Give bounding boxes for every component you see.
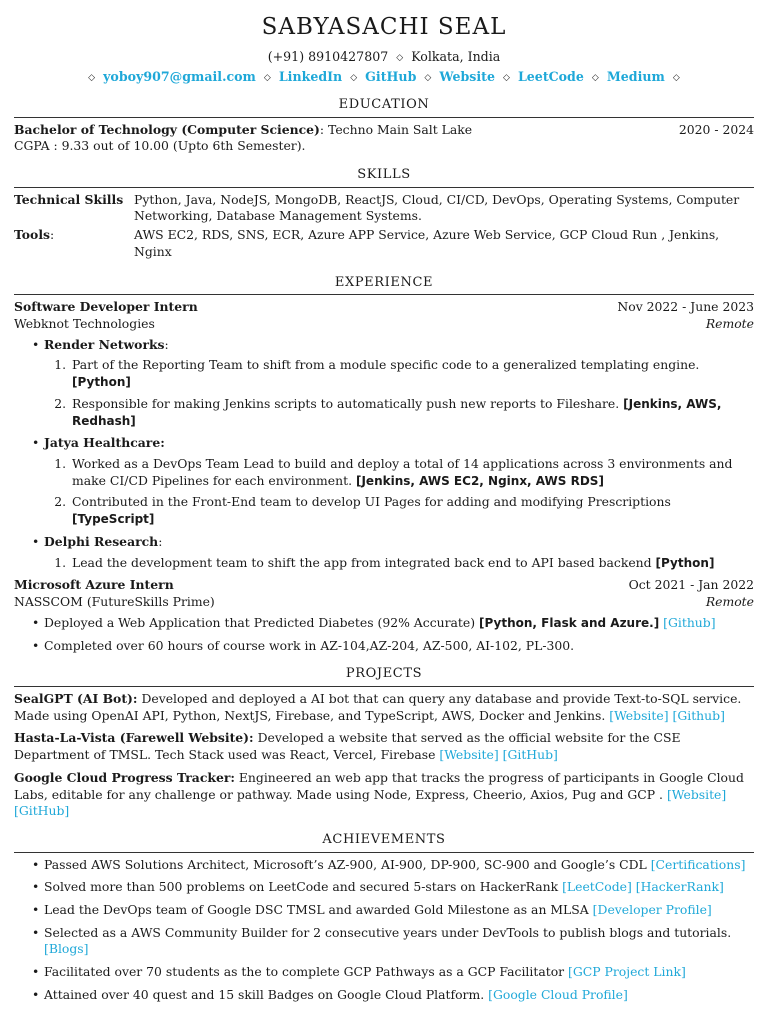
list-item xyxy=(32,857,754,874)
achievements-section xyxy=(14,831,754,1004)
skills-section xyxy=(14,166,754,262)
list-item xyxy=(32,638,754,655)
leetcode-link[interactable]: LeetCode xyxy=(517,69,584,85)
tech-tag: [Python] xyxy=(655,555,715,570)
bullet-text: Completed over 60 hours of course work in AZ-104,AZ-204, AZ-500, AI-102, PL-300. xyxy=(44,637,575,653)
diamond-separator-icon: ◇ xyxy=(424,73,432,84)
list-item xyxy=(32,902,754,919)
job-header xyxy=(14,299,754,316)
achievement-text: Passed AWS Solutions Architect, Microsoft’s AZ-900, AI-900, DP-900, SC-900 and Google’s CDL xyxy=(44,856,647,872)
task-text: Responsible for making Jenkins scripts to automatically push new reports to Fileshare. xyxy=(72,395,620,411)
section-title: PROJECTS xyxy=(14,665,754,687)
resume-header xyxy=(14,12,754,85)
list-item xyxy=(32,879,754,896)
diamond-separator-icon: ◇ xyxy=(88,73,96,84)
skills-table xyxy=(14,192,754,263)
contact-line xyxy=(14,48,754,65)
job-header xyxy=(14,577,754,594)
project-website-link[interactable]: [Website] xyxy=(439,747,499,763)
project-website-link[interactable]: [Website] xyxy=(666,786,727,802)
achievement-list xyxy=(14,857,754,1004)
achievement-text: Solved more than 500 problems on LeetCode and secured 5-stars on HackerRank xyxy=(44,879,559,895)
list-item xyxy=(32,964,754,981)
project-github-link[interactable]: [Github] xyxy=(672,707,725,723)
job-dates: Oct 2021 - Jan 2022 xyxy=(628,577,754,593)
candidate-name: SABYASACHI SEAL xyxy=(261,14,507,40)
section-title: ACHIEVEMENTS xyxy=(14,831,754,853)
blogs-link[interactable]: [Blogs] xyxy=(44,941,89,957)
certifications-link[interactable]: [Certifications] xyxy=(650,856,746,872)
task-text: Contributed in the Front-End team to develop UI Pages for adding and modifying Prescriptions xyxy=(72,494,671,510)
project-description: Engineered an web app that tracks the progress of participants in Google Cloud Labs, editable for any challenge or pathway. Made using Node, Express, Cheerio, Axios, Pug and GCP . xyxy=(14,769,744,802)
github-link[interactable]: GitHub xyxy=(365,69,417,85)
institution: : Techno Main Salt Lake xyxy=(319,121,473,137)
list-item xyxy=(32,987,754,1004)
skills-row xyxy=(14,192,754,227)
section-title: EXPERIENCE xyxy=(14,274,754,296)
skills-row xyxy=(14,227,754,262)
tools-colon: : xyxy=(50,227,55,243)
job-entry xyxy=(14,577,754,654)
location: Kolkata, India xyxy=(411,49,501,65)
medium-link[interactable]: Medium xyxy=(606,69,665,85)
achievement-text: Lead the DevOps team of Google DSC TMSL and awarded Gold Milestone as an MLSA xyxy=(44,902,589,918)
degree: Bachelor of Technology (Computer Science) xyxy=(14,121,320,137)
task-text: Part of the Reporting Team to shift from a module specific code to a generalized templating engine. xyxy=(72,357,700,373)
diamond-separator-icon: ◇ xyxy=(503,73,510,84)
client-name: Render Networks xyxy=(44,336,165,352)
website-link[interactable]: Website xyxy=(439,69,495,85)
github-project-link[interactable]: [Github] xyxy=(663,614,716,630)
tools-label-cell xyxy=(14,227,134,262)
projects-section xyxy=(14,665,754,820)
diamond-separator-icon: ◇ xyxy=(591,73,599,84)
list-item xyxy=(32,337,754,430)
project-list xyxy=(14,337,754,572)
list-item xyxy=(32,435,754,528)
bullet-text: Deployed a Web Application that Predicted Diabetes (92% Accurate) xyxy=(44,614,476,630)
project-entry xyxy=(14,691,754,724)
resume-page xyxy=(14,0,754,1004)
project-entry xyxy=(14,730,754,763)
project-website-link[interactable]: [Website] xyxy=(609,707,669,723)
experience-section xyxy=(14,274,754,655)
project-name: SealGPT (AI Bot): xyxy=(14,690,138,706)
project-description: Developed a website that served as the official website for the CSE Department of TMSL. Tech Stack used was React, Vercel, Firebase xyxy=(14,730,681,763)
tech-tag: [Python, Flask and Azure.] xyxy=(479,615,660,630)
job-location: Remote xyxy=(705,315,754,331)
education-degree-line xyxy=(14,122,472,139)
google-cloud-profile-link[interactable]: [Google Cloud Profile] xyxy=(488,986,628,1002)
tools-label: Tools xyxy=(14,227,51,243)
job-role: Software Developer Intern xyxy=(14,299,198,315)
education-row xyxy=(14,122,754,139)
project-github-link[interactable]: [GitHub] xyxy=(502,747,558,763)
tech-tag: [Jenkins, AWS EC2, Nginx, AWS RDS] xyxy=(355,473,604,488)
job-role: Microsoft Azure Intern xyxy=(14,577,174,593)
profile-links xyxy=(14,68,754,85)
job-entry xyxy=(14,299,754,571)
list-item xyxy=(70,357,754,390)
job-company: Webknot Technologies xyxy=(14,315,155,331)
leetcode-profile-link[interactable]: [LeetCode] xyxy=(562,879,632,895)
cgpa: CGPA : 9.33 out of 10.00 (Upto 6th Semester). xyxy=(14,138,306,154)
list-item xyxy=(70,555,754,572)
list-item xyxy=(32,534,754,571)
tools-value: AWS EC2, RDS, SNS, ECR, Azure APP Service, Azure Web Service, GCP Cloud Run , Jenkins, Nginx xyxy=(134,227,720,259)
section-title: SKILLS xyxy=(14,166,754,188)
client-colon: : xyxy=(164,336,169,352)
task-text: Worked as a DevOps Team Lead to build and deploy a total of 14 applications across 3 environments and make CI/CD Pipelines for each environment. xyxy=(72,455,733,488)
job-location: Remote xyxy=(705,594,754,610)
tech-tag: [TypeScript] xyxy=(72,512,155,527)
project-github-link[interactable]: [GitHub] xyxy=(14,803,70,819)
list-item xyxy=(70,494,754,527)
technical-skills-value: Python, Java, NodeJS, MongoDB, ReactJS, Cloud, CI/CD, DevOps, Operating Systems, Computer Networking, Database Management Systems. xyxy=(134,191,740,224)
list-item xyxy=(70,396,754,429)
achievement-text: Selected as a AWS Community Builder for 2 consecutive years under DevTools to publish blogs and tutorials. xyxy=(44,924,732,940)
client-name: Delphi Research xyxy=(44,533,159,549)
gcp-project-link[interactable]: [GCP Project Link] xyxy=(568,964,686,980)
client-name: Jatya Healthcare: xyxy=(44,435,165,451)
task-list xyxy=(44,357,754,429)
technical-skills-label: Technical Skills xyxy=(14,191,124,207)
task-list xyxy=(44,555,754,572)
email-link[interactable]: yoboy907@gmail.com xyxy=(103,69,256,85)
phone-number: (+91) 8910427807 xyxy=(267,49,389,65)
list-item xyxy=(32,615,754,632)
client-colon: : xyxy=(158,533,163,549)
project-description: Developed and deployed a AI bot that can query any database and provide Text-to-SQL service. Made using OpenAI API, Python, NextJS, Firebase, and TypeScript, AWS, Docker and Jenkins. xyxy=(14,690,742,723)
job-subheader xyxy=(14,594,754,611)
linkedin-link[interactable]: LinkedIn xyxy=(278,69,343,85)
list-item xyxy=(70,456,754,489)
diamond-separator-icon: ◇ xyxy=(263,73,271,84)
diamond-separator-icon: ◇ xyxy=(396,53,404,64)
section-title: EDUCATION xyxy=(14,96,754,118)
project-name: Google Cloud Progress Tracker: xyxy=(14,769,235,785)
task-text: Lead the development team to shift the app from integrated back end to API based backend xyxy=(72,554,652,570)
list-item xyxy=(32,925,754,958)
hackerrank-profile-link[interactable]: [HackerRank] xyxy=(635,879,724,895)
task-list xyxy=(44,456,754,528)
diamond-separator-icon: ◇ xyxy=(672,73,680,84)
developer-profile-link[interactable]: [Developer Profile] xyxy=(592,902,712,918)
achievement-text: Attained over 40 quest and 15 skill Badges on Google Cloud Platform. xyxy=(44,986,485,1002)
achievement-text: Facilitated over 70 students as the to complete GCP Pathways as a GCP Facilitator xyxy=(44,964,565,980)
diamond-separator-icon: ◇ xyxy=(350,73,358,84)
education-dates: 2020 - 2024 xyxy=(678,121,754,137)
project-entry xyxy=(14,770,754,820)
job-subheader xyxy=(14,316,754,333)
education-section xyxy=(14,96,754,155)
project-name: Hasta-La-Vista (Farewell Website): xyxy=(14,730,254,746)
tech-tag: [Jenkins, AWS, Redhash] xyxy=(72,396,722,428)
job-company: NASSCOM (FutureSkills Prime) xyxy=(14,594,215,610)
job-dates: Nov 2022 - June 2023 xyxy=(617,299,754,315)
tech-tag: [Python] xyxy=(72,375,131,390)
job-bullets xyxy=(14,615,754,654)
